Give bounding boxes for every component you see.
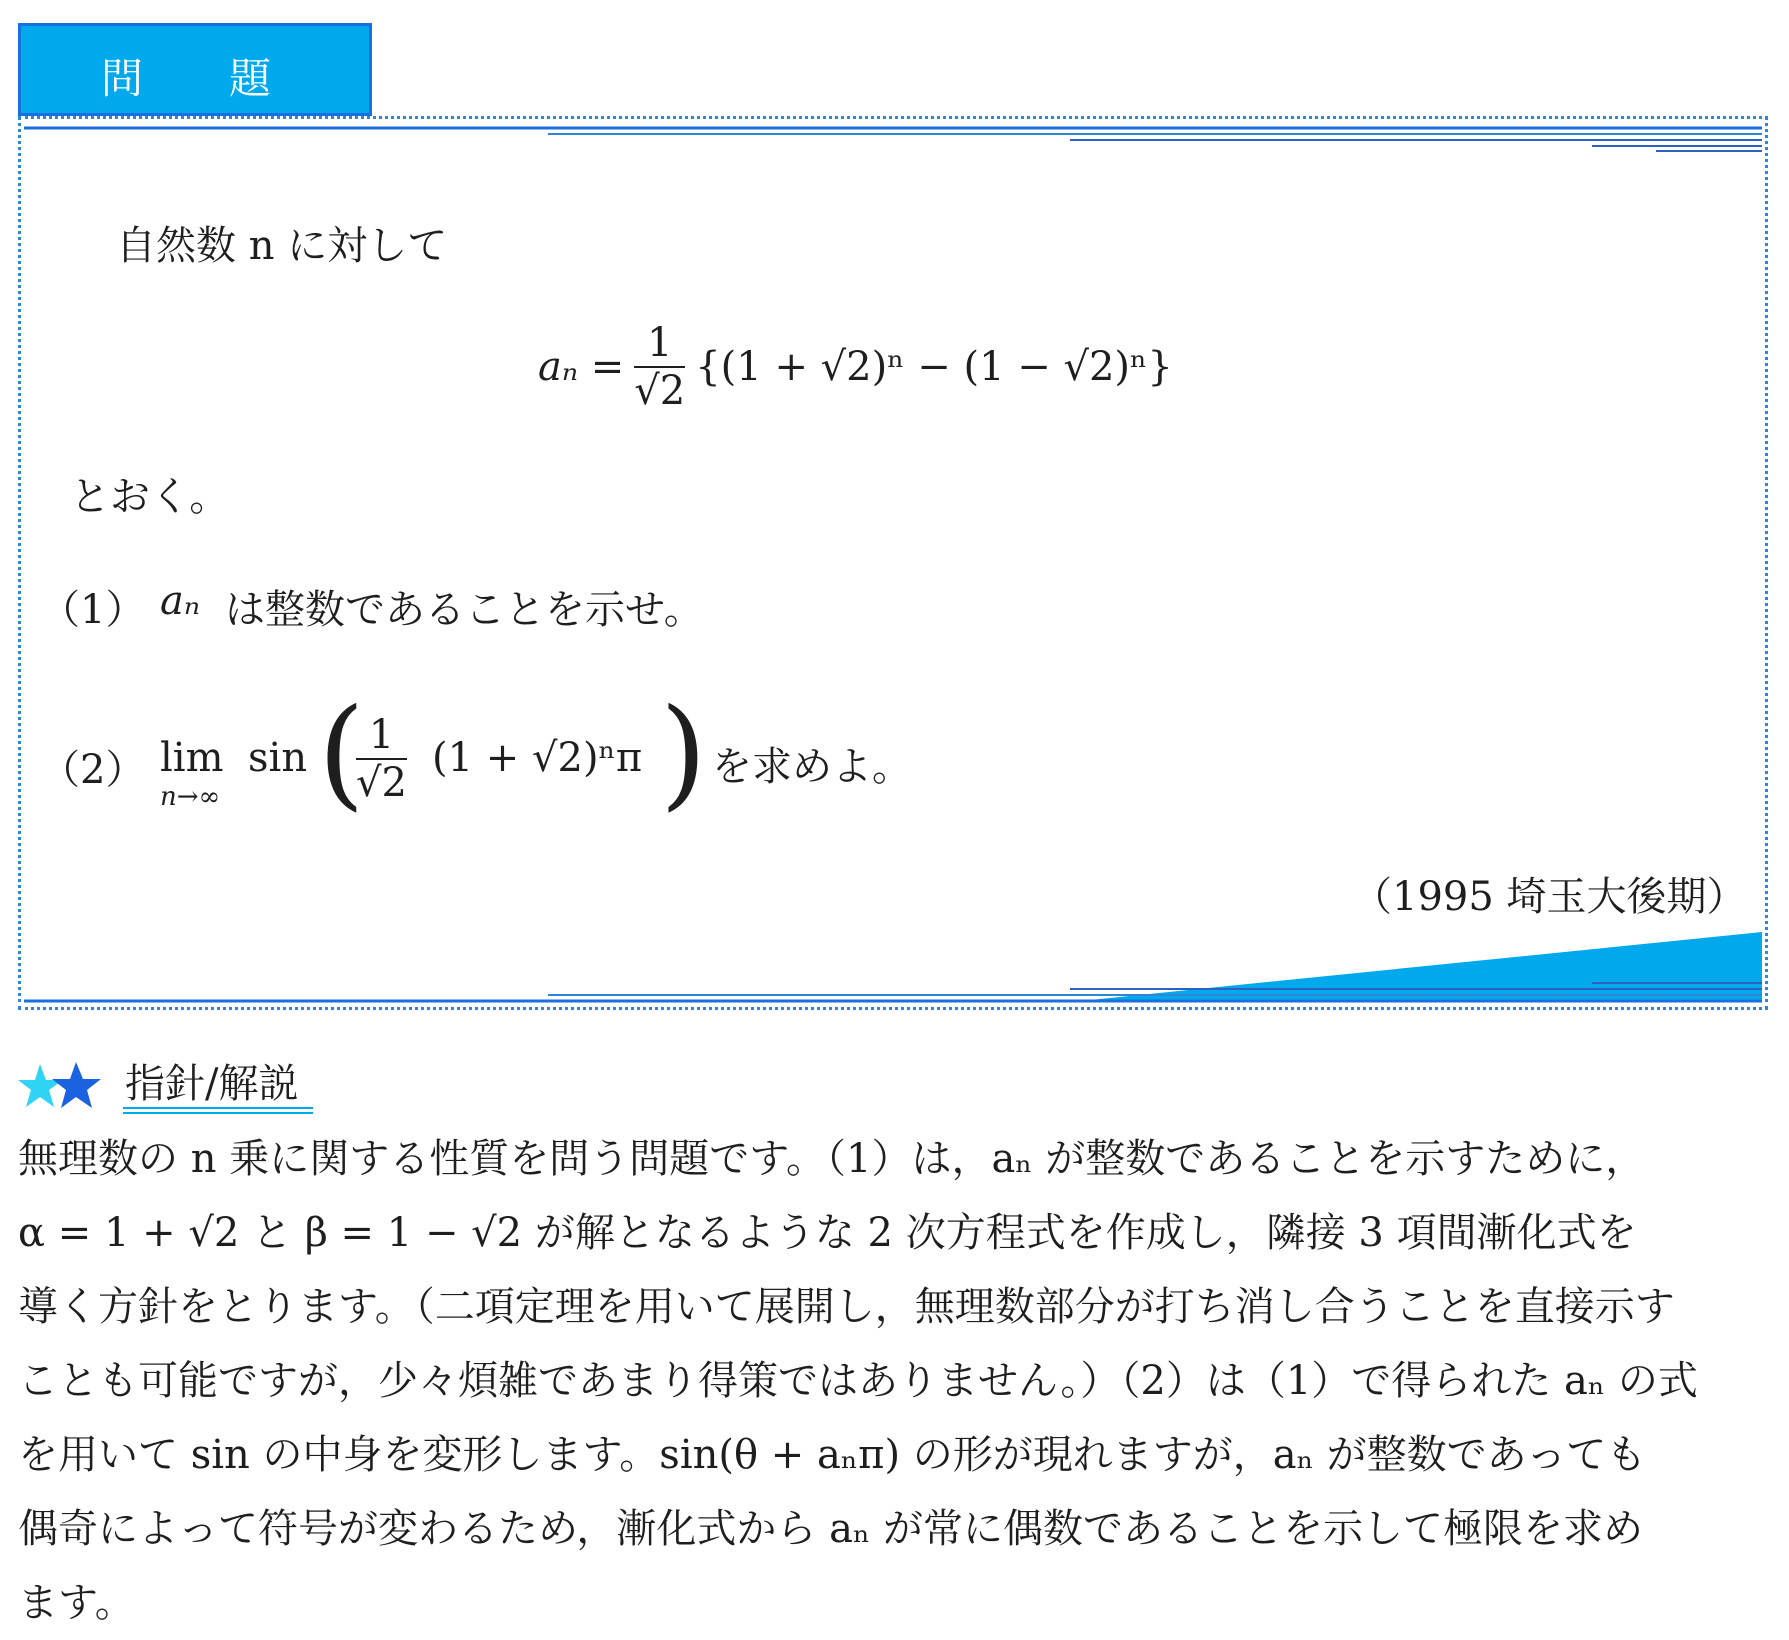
problem-source: （1995 埼玉大後期） bbox=[1352, 874, 1747, 920]
explanation-line: 導く方針をとります。（二項定理を用いて展開し，無理数部分が打ち消し合うことを直接示す bbox=[18, 1284, 1675, 1330]
q1-text: は整数であることを示せ。 bbox=[225, 587, 704, 633]
explanation-line: 偶奇によって符号が変わるため，漸化式から aₙ が常に偶数であることを示して極限を求め bbox=[18, 1506, 1643, 1552]
q2-lim: lim bbox=[160, 735, 224, 781]
q2-sin: sin bbox=[248, 735, 308, 781]
formula-body: {(1 + √2)ⁿ − (1 − √2)ⁿ} bbox=[695, 344, 1173, 390]
q2-label: （2） bbox=[40, 747, 146, 793]
explanation-line: 無理数の n 乗に関する性質を問う問題です。（1）は，aₙ が整数であることを示すために， bbox=[18, 1136, 1646, 1182]
formula-fraction bbox=[634, 320, 685, 414]
explanation-line: α = 1 + √2 と β = 1 − √2 が解となるような 2 次方程式を作成し，隣接 3 項間漸化式を bbox=[18, 1210, 1637, 1256]
q1-math: aₙ bbox=[160, 578, 201, 624]
explanation-line: ことも可能ですが，少々煩雑であまり得策ではありません。）（2）は（1）で得られた aₙ の式 bbox=[18, 1358, 1698, 1404]
explanation-paragraph bbox=[18, 1122, 1773, 1640]
star-icon bbox=[18, 1060, 108, 1114]
tab-char-2: 題 bbox=[229, 54, 272, 103]
explanation-line: を用いて sin の中身を変形します。sin(θ + aₙπ) の形が現れますが，aₙ が整数であっても bbox=[18, 1432, 1647, 1478]
section-underline bbox=[123, 1107, 313, 1109]
definition-formula bbox=[538, 312, 1173, 422]
q2-frac-den: √2 bbox=[356, 760, 407, 806]
tab-char-1: 問 bbox=[101, 54, 144, 103]
formula-frac-den: √2 bbox=[634, 368, 686, 414]
formula-frac-num: 1 bbox=[634, 320, 685, 368]
problem-toku: とおく。 bbox=[70, 474, 230, 520]
explanation-line: ます。 bbox=[18, 1580, 135, 1626]
q2-paren-left: ( bbox=[318, 684, 365, 823]
section-underline-2 bbox=[123, 1112, 313, 1114]
q2-lim-sub: n→∞ bbox=[160, 782, 221, 812]
q2-fraction bbox=[356, 712, 407, 806]
formula-lhs: aₙ = bbox=[538, 344, 625, 390]
q1-label: （1） bbox=[40, 587, 146, 633]
q2-body: (1 + √2)ⁿπ bbox=[432, 735, 643, 781]
q2-text: を求めよ。 bbox=[712, 744, 912, 790]
problem-intro: 自然数 n に対して bbox=[116, 223, 448, 269]
section-title: 指針/解説 bbox=[125, 1061, 299, 1107]
q2-paren-right: ) bbox=[660, 684, 707, 823]
q2-frac-num: 1 bbox=[356, 712, 407, 760]
